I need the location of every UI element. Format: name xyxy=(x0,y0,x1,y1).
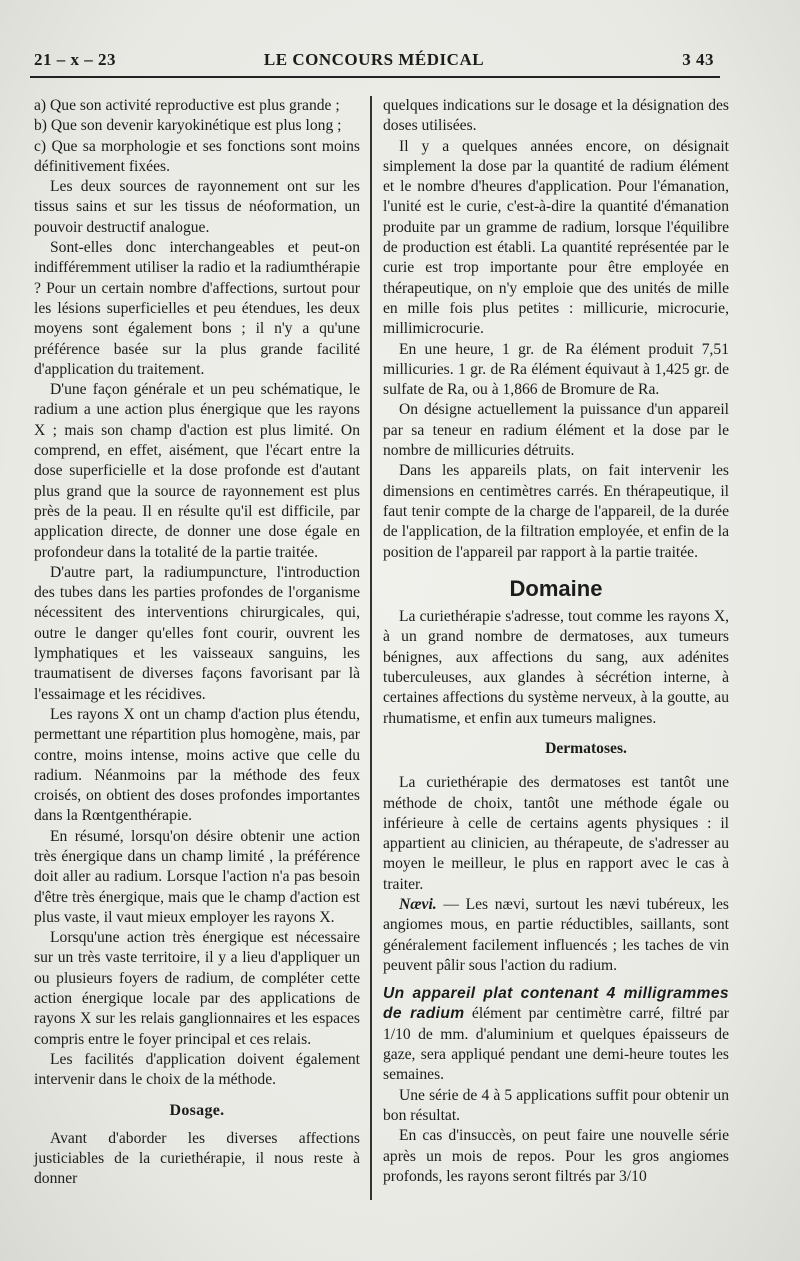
paragraph: Lorsqu'une action très énergique est nécessaire sur un très vaste territoire, il y a lieu d'appliquer un ou plusieurs foyers de radium, de compléter cette action énergique locale par des applications de rayons X sur les relais ganglionnaires et les espaces compris entre le foyer principal et ces relais. xyxy=(34,929,360,1048)
paragraph: quelques indications sur le dosage et la désignation des doses utilisées. xyxy=(383,97,729,135)
paragraph: Avant d'aborder les diverses affections justiciables de la curiethérapie, il nous reste à donner xyxy=(34,1129,360,1188)
paragraph xyxy=(383,984,729,1085)
issue-date: 21 – x – 23 xyxy=(34,50,116,69)
subheading-dosage: Dosage. xyxy=(169,1101,225,1119)
paragraph: Les deux sources de rayonnement ont sur les tissus sains et sur les tissus de néoformation, un pouvoir destructif analogue. xyxy=(34,178,360,236)
paragraph: On désigne actuellement la puissance d'un appareil par sa teneur en radium élément et la dose par le nombre de millicuries détruits. xyxy=(383,401,729,460)
paragraph: La curiethérapie des dermatoses est tantôt une méthode de choix, tantôt une méthode égale ou inférieure à celle de certains agents physiques : il appartient au clinicien, au thérapeute, de s'adresser au moyen le meilleur, le plus en rapport avec le cas à traiter. xyxy=(383,774,729,893)
lead-term-naevi: Nævi. xyxy=(399,895,437,913)
paragraph: Les facilités d'application doivent également intervenir dans le choix de la méthode. xyxy=(34,1050,360,1089)
header-rule xyxy=(30,76,720,78)
paragraph: D'une façon générale et un peu schématique, le radium a une action plus énergique que les rayons X ; mais son champ d'action est plus limité. On comprend, en effet, aisément, que l'écart entre la dose superficielle et la dose profonde est d'autant plus grand que la source de rayonnement est plus près de la peau. Il en résulte qu'il est difficile, par application directe, de donner une dose égale en profondeur dans la totalité de la partie traitée. xyxy=(34,381,360,561)
paragraph: En résumé, lorsqu'on désire obtenir une action très énergique dans un champ limité , la préférence doit aller au radium. Lorsque l'action n'a pas besoin d'être très énergique, mais que le champ d'action est plus vaste, il vaut mieux employer les rayons X. xyxy=(34,827,360,926)
paragraph: En une heure, 1 gr. de Ra élément produit 7,51 millicuries. 1 gr. de Ra élément équivaut à 1,425 gr. de sulfate de Ra, ou à 1,866 de Bromure de Ra. xyxy=(383,340,729,399)
paragraph: Sont-elles donc interchangeables et peut-on indifféremment utiliser la radio et la radiumthérapie ? Pour un certain nombre d'affections, surtout pour les lésions superficielles et peu étendues, les deux moyens sont également bons ; il n'y a qu'une préférence basée sur la plus grande facilité d'application du traitement. xyxy=(34,239,360,378)
left-column xyxy=(34,96,360,1190)
paragraph: Dans les appareils plats, on fait intervenir les dimensions en centimètres carrés. En thérapeutique, il faut tenir compte de la charge de l'appareil, de la durée de l'application, de la filtration employée, et enfin de la position de l'appareil par rapport à la partie traitée. xyxy=(383,462,729,561)
paragraph: En cas d'insuccès, on peut faire une nouvelle série après un mois de repos. Pour les gros angiomes profonds, les rayons seront filtrés par 3/10 xyxy=(383,1127,729,1185)
paragraph: c) Que sa morphologie et ses fonctions sont moins définitivement fixées. xyxy=(34,137,360,175)
page-number: 3 43 xyxy=(682,50,714,69)
paragraph xyxy=(383,895,729,976)
paragraph: La curiethérapie s'adresse, tout comme les rayons X, à un grand nombre de dermatoses, aux tumeurs bénignes, aux affections du sang, aux adénites tuberculeuses, aux glandes à sécrétion interne, à certaines affections du système nerveux, à la goutte, au rhumatisme, et enfin aux tumeurs malignes. xyxy=(383,608,729,727)
page-header xyxy=(34,48,714,74)
paragraph: Les rayons X ont un champ d'action plus étendu, permettant une répartition plus homogène, mais, par contre, moins intense, moins active que celle du radium. Néanmoins par la méthode des feux croisés, on obtient des doses profondes importantes dans la Rœntgenthérapie. xyxy=(34,705,360,825)
lead-phrase-appareil: Un appareil plat contenant 4 milligrammes de radium xyxy=(383,985,729,1023)
paragraph: b) Que son devenir karyokinétique est plus long ; xyxy=(34,117,342,135)
subheading-dermatoses: Dermatoses. xyxy=(545,739,627,757)
paragraph: a) Que son activité reproductive est plus grande ; xyxy=(34,97,340,114)
right-column xyxy=(383,96,729,1187)
section-title-domaine: Domaine xyxy=(509,575,603,601)
paragraph-text: — Les nævi, surtout les nævi tubéreux, les angiomes mous, en partie réductibles, saillants, sont généralement facilement influencés ; les taches de vin peuvent pâlir sous l'action du radium. xyxy=(383,895,729,974)
paragraph-text: élément par centimètre carré, filtré par 1/10 de mm. d'aluminium et quelques épaisseurs de gaze, sera appliqué pendant une demi-heure toutes les semaines. xyxy=(383,1005,729,1084)
paragraph: D'autre part, la radiumpuncture, l'introduction des tubes dans les parties profondes de l'organisme nécessitent des interventions chirurgicales, qui, outre le danger qu'elles font courir, ouvrent les lymphatiques et les vaisseaux sanguins, les traumatisent de diverses façons favorisant par là l'essaimage et les récidives. xyxy=(34,563,360,703)
journal-title: LE CONCOURS MÉDICAL xyxy=(263,50,485,69)
spacer xyxy=(383,976,729,984)
paragraph: Il y a quelques années encore, on désignait simplement la dose par la quantité de radium élément et le nombre d'heures d'application. Pour l'émanation, l'unité est le curie, c'est-à-dire la quantité d'émanation produite par un gramme de radium, lorsque l'équilibre de production est établi. La quantité représentée par le curie est trop importante pour être employée en thérapeutique, on n'y emploie que des unités de mille en mille fois plus petites : millicurie, microcurie, millimicrocurie. xyxy=(383,137,729,338)
paragraph: Une série de 4 à 5 applications suffit pour obtenir un bon résultat. xyxy=(383,1086,729,1124)
column-divider xyxy=(370,96,372,1200)
